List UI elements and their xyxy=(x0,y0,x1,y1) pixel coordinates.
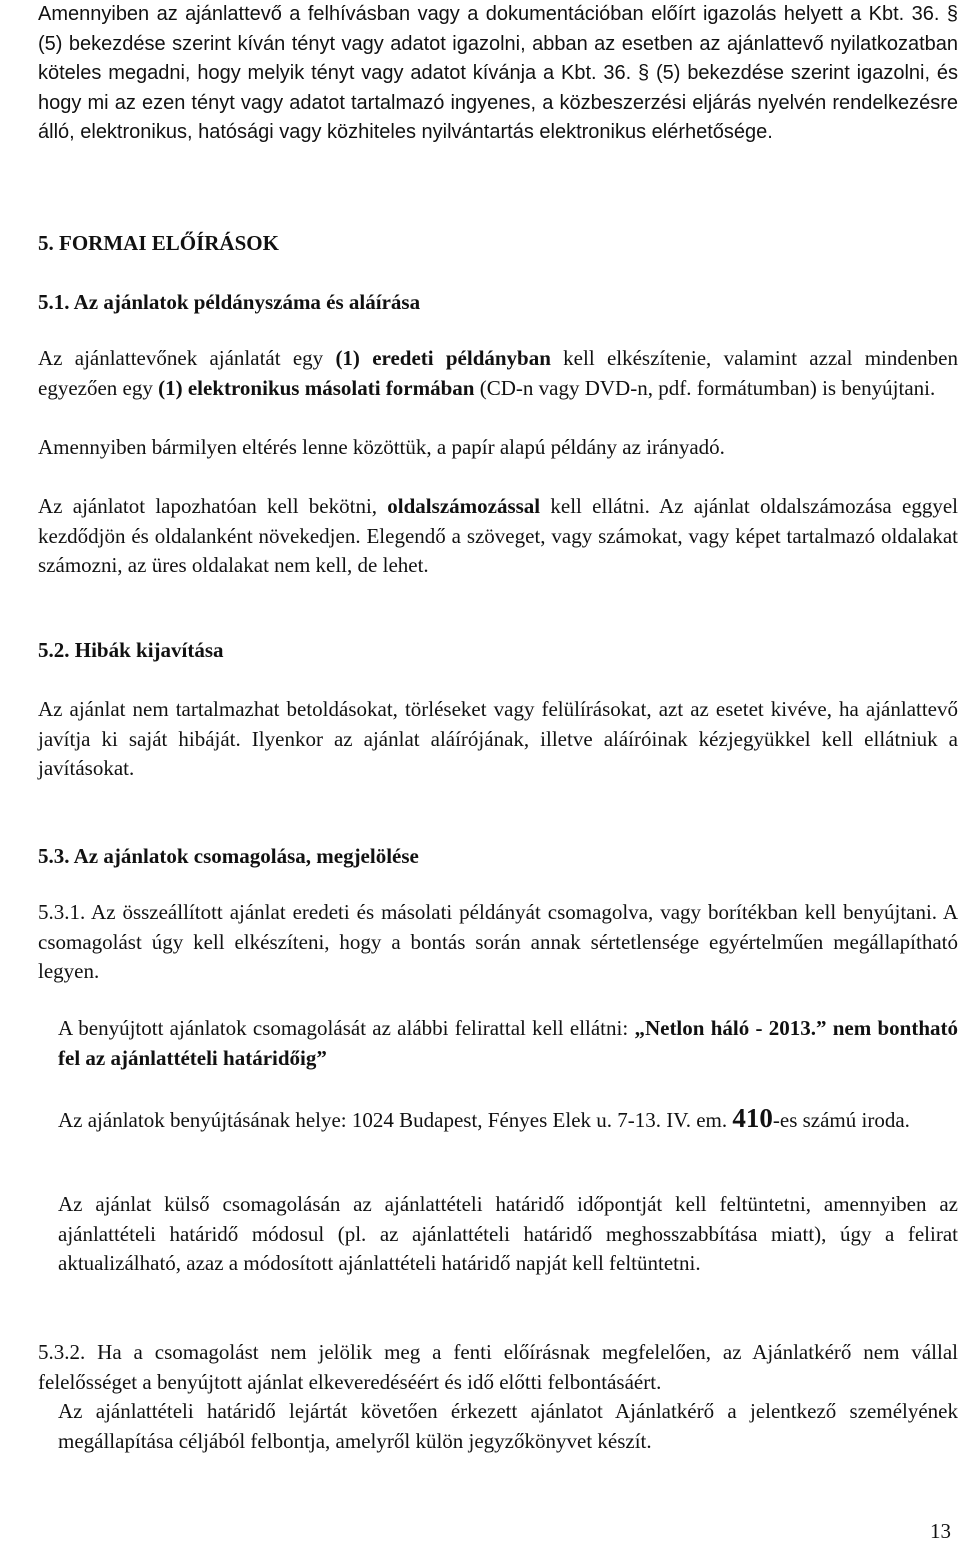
s53-paragraph-5-3-2: 5.3.2. Ha a csomagolást nem jelölik meg a fenti előírásnak megfelelően, az Ajánlatkérő nem vállal felelősséget a benyújtott ajánlat elkeveredéséért és idő előtti felbontásáért. xyxy=(38,1340,958,1394)
section-5-2-heading: 5.2. Hibák kijavítása xyxy=(38,638,224,662)
s51-p1-text-e: (CD-n vagy DVD-n, pdf. formátumban) is benyújtani. xyxy=(474,375,936,400)
intro-paragraph: Amennyiben az ajánlattevő a felhívásban vagy a dokumentációban előírt igazolás helyett a Kbt. 36. § (5) bekezdése szerint kíván tényt vagy adatot igazolni, abban az esetben az ajánlattevő nyilatkozatban köteles megadni, hogy melyik tényt vagy adatot kívánja a Kbt. 36. § (5) bekezdése szerint igazolni, és hogy mi az ezen tényt vagy adatot tartalmazó ingyenes, a közbeszerzési eljárás nyelvén rendelkezésre álló, elektronikus, hatósági vagy közhiteles nyilvántartás elektronikus elérhetősége. xyxy=(38,3,958,144)
s53-room-number: 410 xyxy=(732,1103,773,1133)
s52-paragraph-1: Az ajánlat nem tartalmazhat betoldásokat, törléseket vagy felülírásokat, azt az esetet kivéve, ha ajánlattevő javítja ki saját hibáját. Ilyenkor az ajánlat aláírójának, illetve aláíróinak kézjegyükkel kell ellátniuk a javításokat. xyxy=(38,697,958,781)
s53-late-offers-paragraph: Az ajánlattételi határidő lejártát követően érkezett ajánlatot Ajánlatkérő a jelentkező személyének megállapítása céljából felbontja, amelyről külön jegyzőkönyvet készít. xyxy=(58,1399,958,1453)
s53-outer-packaging-paragraph: Az ajánlat külső csomagolásán az ajánlattételi határidő időpontját kell feltüntetni, amennyiben az ajánlattételi határidő módosul (pl. az ajánlattételi határidő meghosszabbítása miatt), úgy a felirat aktualizálható, azaz a módosított ajánlattételi határidő napját kell feltüntetni. xyxy=(58,1192,958,1276)
section-5-3-heading: 5.3. Az ajánlatok csomagolása, megjelölése xyxy=(38,844,419,868)
s51-p1-text-c: kell elkészítenie, valamint azzal mindenben egyezően egy xyxy=(38,346,959,400)
s51-paragraph-1 xyxy=(38,344,958,403)
s51-p3-page-numbering: oldalszámozással xyxy=(387,494,541,518)
s53-paragraph-5-3-1: 5.3.1. Az összeállított ajánlat eredeti és másolati példányát csomagolva, vagy borítékban kell benyújtani. A csomagolást úgy kell elkészíteni, hogy a bontás során annak sértetlensége egyértelműen megállapítható legyen. xyxy=(38,900,958,984)
s53-label-paragraph xyxy=(58,1014,958,1073)
s53-label-text: „Netlon háló - 2013.” nem bontható fel az ajánlattételi határidőig” xyxy=(58,1016,958,1070)
section-5-1-heading: 5.1. Az ajánlatok példányszáma és aláírása xyxy=(38,290,421,314)
s51-paragraph-3 xyxy=(38,492,958,581)
s51-p3-text-c: kell ellátni. Az ajánlat oldalszámozása eggyel kezdődjön és oldalanként növekedjen. Elegendő a szöveget, vagy számokat, vagy képet tartalmazó oldalakat számozni, az üres oldalakat nem kell, de lehet. xyxy=(38,494,958,578)
page-number: 13 xyxy=(930,1519,951,1543)
s51-p1-electronic-copy: (1) elektronikus másolati formában xyxy=(158,375,475,400)
s53-label-intro: A benyújtott ajánlatok csomagolását az alábbi felirattal kell ellátni: xyxy=(58,1016,635,1040)
s51-p3-text-a: Az ajánlatot lapozhatóan kell bekötni, xyxy=(38,494,388,518)
s51-p1-original-copy: (1) eredeti példányban xyxy=(335,346,551,370)
s53-location-paragraph xyxy=(58,1104,958,1136)
s51-p1-text-a: Az ajánlattevőnek ajánlatát egy xyxy=(38,346,336,370)
section-5-heading: 5. FORMAI ELŐÍRÁSOK xyxy=(38,231,279,255)
s53-room-suffix: -es számú iroda. xyxy=(772,1108,910,1132)
s51-paragraph-2: Amennyiben bármilyen eltérés lenne közöttük, a papír alapú példány az irányadó. xyxy=(38,435,725,459)
s53-location-text: Az ajánlatok benyújtásának helye: 1024 Budapest, Fényes Elek u. 7-13. IV. em. xyxy=(58,1108,733,1132)
